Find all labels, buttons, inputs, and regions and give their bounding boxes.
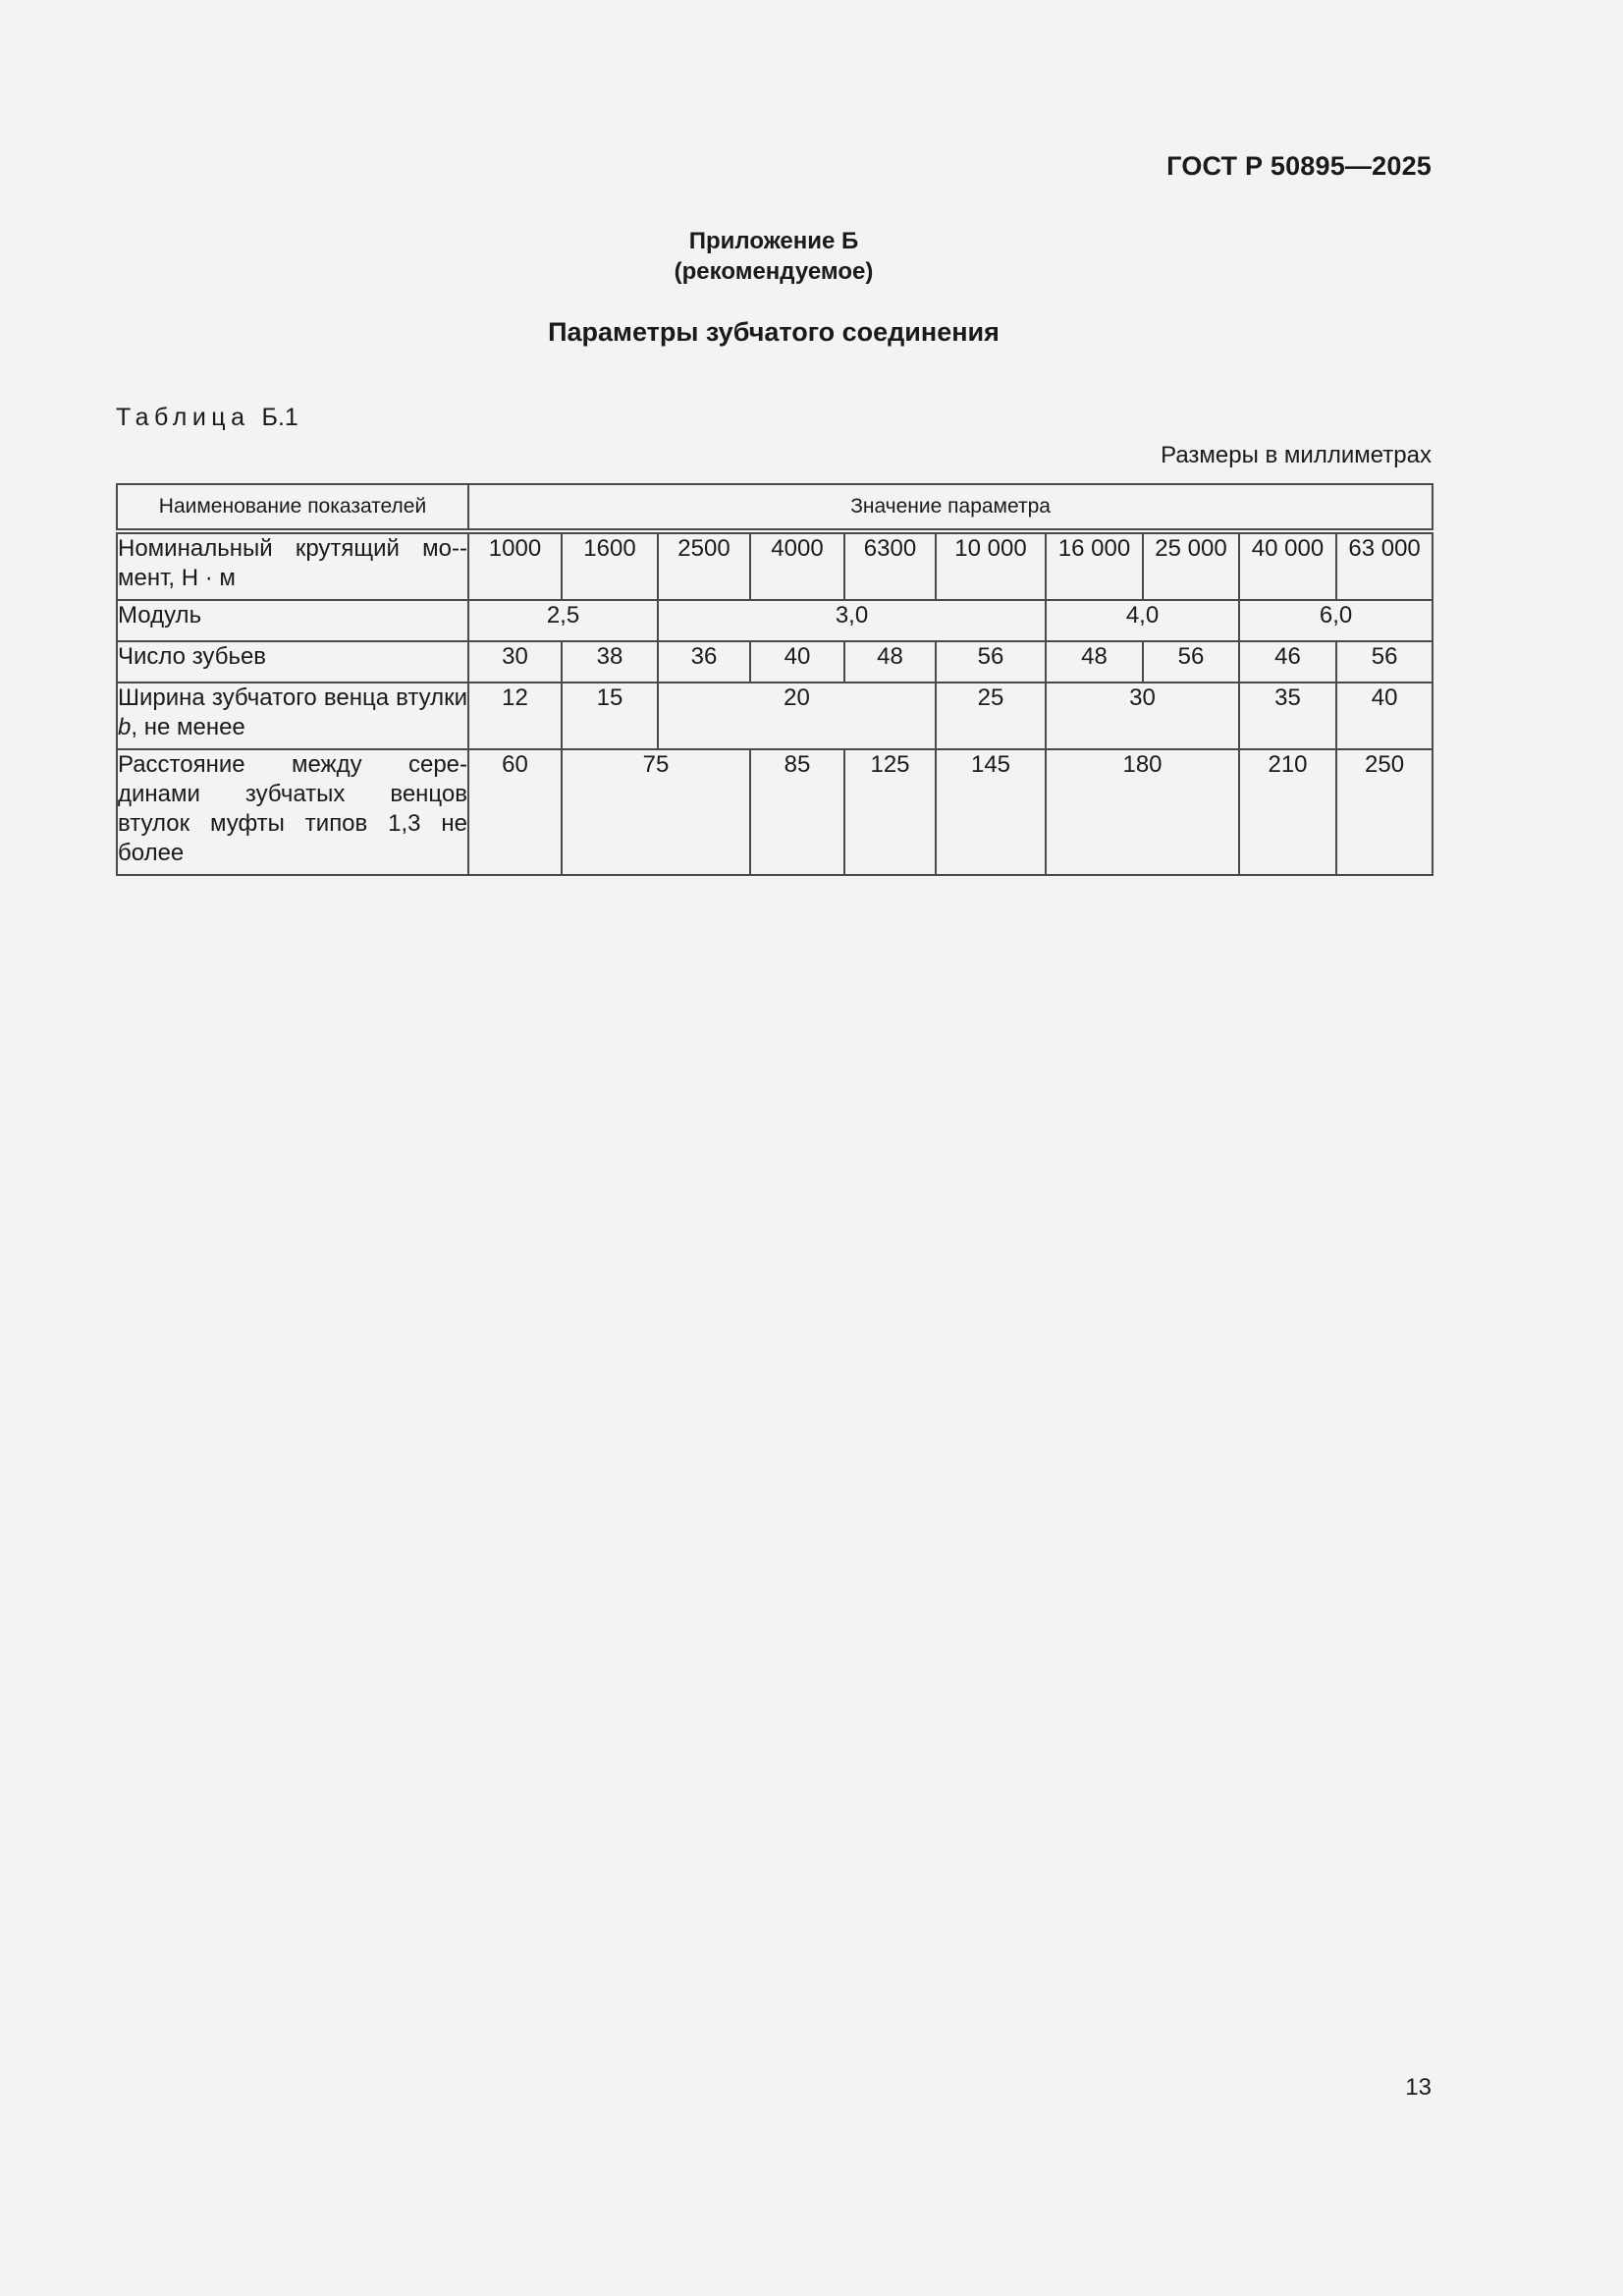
table-caption	[116, 404, 298, 432]
table-cell: 2,5	[468, 600, 658, 641]
table-row-distance	[117, 749, 1433, 875]
table-cell: 2500	[658, 531, 750, 600]
table-cell: 30	[468, 641, 562, 683]
units-note: Размеры в миллиметрах	[1161, 442, 1432, 468]
table-cell: 6300	[844, 531, 936, 600]
appendix-title: Приложение Б	[688, 228, 859, 254]
table-cell: 36	[658, 641, 750, 683]
table-cell: 60	[468, 749, 562, 875]
table-cell: 85	[750, 749, 844, 875]
document-code: ГОСТ Р 50895—2025	[1166, 151, 1432, 181]
table-cell: 1600	[562, 531, 658, 600]
table-row-module	[117, 600, 1433, 641]
table-caption-number: Б.1	[261, 404, 298, 431]
table-row-teeth	[117, 641, 1433, 683]
table-cell: 4000	[750, 531, 844, 600]
row-label-torque: Номинальный крутящий мо-мент, Н · м	[117, 531, 468, 600]
table-cell: 125	[844, 749, 936, 875]
table-caption-word: Таблица	[116, 404, 250, 431]
table-cell: 12	[468, 683, 562, 749]
table-cell: 180	[1046, 749, 1239, 875]
table-cell: 25 000	[1143, 531, 1239, 600]
page-number: 13	[1405, 2074, 1432, 2101]
table-cell: 46	[1239, 641, 1336, 683]
table-cell: 4,0	[1046, 600, 1239, 641]
table-cell: 40 000	[1239, 531, 1336, 600]
table-cell: 20	[658, 683, 936, 749]
table-cell: 40	[1336, 683, 1433, 749]
table-cell: 56	[936, 641, 1046, 683]
table-cell: 30	[1046, 683, 1239, 749]
row-label-distance: Расстояние между сере-динами зубчатых венцов втулок муфты типов 1,3 не более	[117, 749, 468, 875]
table-cell: 15	[562, 683, 658, 749]
row-label-width-part2: , не менее	[131, 714, 245, 740]
table-cell: 6,0	[1239, 600, 1433, 641]
table-cell: 38	[562, 641, 658, 683]
table-cell: 1000	[468, 531, 562, 600]
table-cell: 3,0	[658, 600, 1046, 641]
row-label-width-part1: Ширина зубчатого венца втулки	[118, 684, 467, 711]
table-cell: 56	[1336, 641, 1433, 683]
table-cell: 16 000	[1046, 531, 1143, 600]
table-cell: 250	[1336, 749, 1433, 875]
appendix-heading	[0, 226, 1547, 287]
row-label-module: Модуль	[117, 600, 468, 641]
table-cell: 75	[562, 749, 750, 875]
table-cell: 48	[1046, 641, 1143, 683]
table-cell: 25	[936, 683, 1046, 749]
header-value: Значение параметра	[468, 484, 1433, 531]
row-label-width	[117, 683, 468, 749]
table-cell: 210	[1239, 749, 1336, 875]
parameters-table	[116, 483, 1434, 876]
appendix-status: (рекомендуемое)	[674, 258, 874, 285]
table-header-row	[117, 484, 1433, 531]
table-cell: 145	[936, 749, 1046, 875]
table-cell: 63 000	[1336, 531, 1433, 600]
table-row-torque	[117, 531, 1433, 600]
table-cell: 35	[1239, 683, 1336, 749]
table-cell: 10 000	[936, 531, 1046, 600]
section-title: Параметры зубчатого соединения	[548, 317, 1000, 347]
table-cell: 40	[750, 641, 844, 683]
table-row-width	[117, 683, 1433, 749]
row-label-width-symbol: b	[118, 714, 132, 740]
row-label-teeth: Число зубьев	[117, 641, 468, 683]
header-name: Наименование показателей	[117, 484, 468, 531]
table-cell: 56	[1143, 641, 1239, 683]
table-cell: 48	[844, 641, 936, 683]
